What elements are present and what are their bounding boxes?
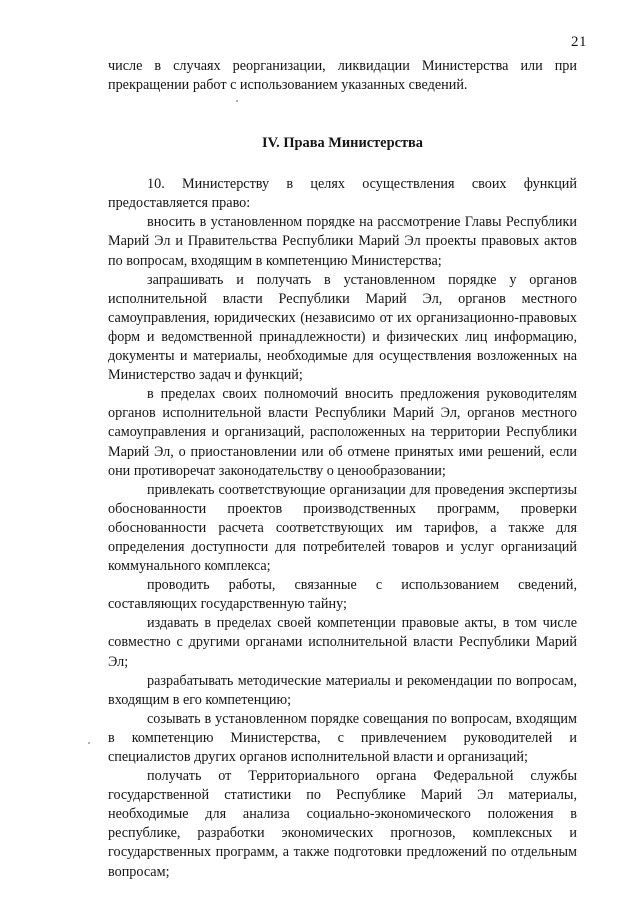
page-number: 21 xyxy=(571,34,587,50)
right-item: проводить работы, связанные с использованием сведений, составляющих государственную тайну; xyxy=(108,577,577,613)
right-item: запрашивать и получать в установленном порядке у органов исполнительной власти Республики Марий Эл, органов местного самоуправления, юридических (независимо от их организационно-правовых форм и ведомственной принадлежности) и физических лиц информацию, документы и материалы, необходимые для осуществления возложенных на Министерство задач и функций; xyxy=(108,271,577,384)
continuation-paragraph: числе в случаях реорганизации, ликвидации Министерства или при прекращении работ с использованием указанных сведений. xyxy=(108,58,577,94)
right-item: получать от Территориального органа Федеральной службы государственной статистики по Республике Марий Эл материалы, необходимые для анализа социально-экономического положения в республике, разработки экономических прогнозов, комплексных и государственных программ, а также подготовки предложений по отдельным вопросам; xyxy=(108,768,577,880)
section-heading: IV. Права Министерства xyxy=(261,135,423,152)
document-body xyxy=(108,57,577,882)
scan-speck xyxy=(88,742,90,744)
right-item: созывать в установленном порядке совещания по вопросам, входящим в компетенцию Министерства, с привлечением руководителей и специалистов других органов исполнительной власти и организаций; xyxy=(108,710,577,765)
right-item: издавать в пределах своей компетенции правовые акты, в том числе совместно с другими органами исполнительной власти Республики Марий Эл; xyxy=(108,615,577,670)
right-item: в пределах своих полномочий вносить предложения руководителям органов исполнительной власти Республики Марий Эл, органов местного самоуправления и организаций, расположенных на территории Республики Марий Эл, о приостановлении или об отмене принятых ими решений, если они противоречат законодательству о ценообразовании; xyxy=(108,386,577,479)
right-item: вносить в установленном порядке на рассмотрение Главы Республики Марий Эл и Правительства Республики Марий Эл проекты правовых актов по вопросам, входящим в компетенцию Министерства; xyxy=(108,214,577,269)
clause-intro: 10. Министерству в целях осуществления своих функций предоставляется право: xyxy=(108,176,577,212)
scan-speck xyxy=(236,100,238,102)
right-item: привлекать соответствующие организации для проведения экспертизы обоснованности проектов производственных программ, проверки обоснованности расчета соответствующих им тарифов, а также для определения доступности для потребителей товаров и услуг организаций коммунального комплекса; xyxy=(108,481,577,575)
right-item: разрабатывать методические материалы и рекомендации по вопросам, входящим в его компетенцию; xyxy=(108,672,577,708)
